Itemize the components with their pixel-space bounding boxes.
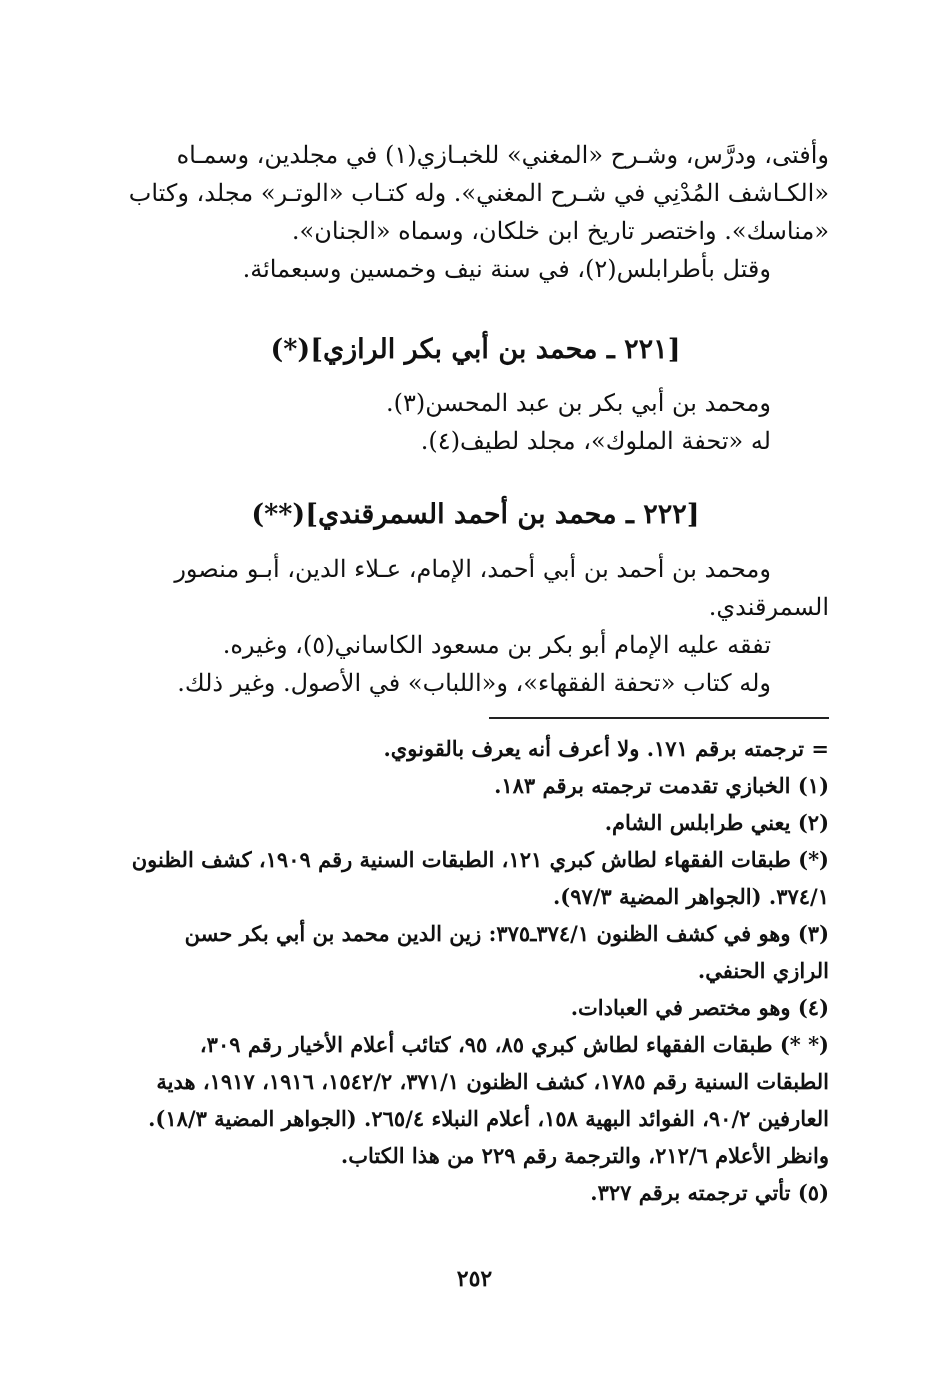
intro-line-3: «مناسك». واختصر تاريخ ابن خلكان، وسماه «الجنان». bbox=[291, 217, 829, 245]
page-number: ٢٥٢ bbox=[456, 1266, 493, 1292]
footnote-divider bbox=[489, 717, 829, 719]
entry-221-body bbox=[122, 384, 829, 460]
footnote-5: (٥) تأتي ترجمته برقم ٣٢٧. bbox=[590, 1180, 829, 1205]
intro-paragraph bbox=[122, 136, 829, 288]
entry-222-line-3: تفقه عليه الإمام أبو بكر بن مسعود الكاساني(٥)، وغيره. bbox=[222, 631, 771, 659]
footnote-3: (٣) وهو في كشف الظنون ٣٧٤/١ـ٣٧٥: زين الدين محمد بن أبي بكر حسن الرازي الحنفي. bbox=[184, 921, 829, 983]
entry-221-heading: [٢٢١ ـ محمد بن أبي بكر الرازي](*) bbox=[270, 334, 681, 365]
entry-222-line-4: وله كتاب «تحفة الفقهاء»، و«اللباب» في الأصول. وغير ذلك. bbox=[177, 669, 771, 697]
entry-222-body bbox=[122, 550, 829, 702]
footnotes-section bbox=[122, 730, 829, 1211]
entry-221-line-2: له «تحفة الملوك»، مجلد لطيف(٤). bbox=[420, 427, 771, 455]
entry-222-line-1: ومحمد بن أحمد بن أبي أحمد، الإمام، عـلاء الدين، أبـو منصور bbox=[174, 555, 771, 583]
footnote-continuation: = ترجمته برقم ١٧١. ولا أعرف أنه يعرف بالقونوي. bbox=[383, 736, 829, 761]
footnote-4: (٤) وهو مختصر في العبادات. bbox=[570, 995, 829, 1020]
entry-222-heading: [٢٢٢ ـ محمد بن أحمد السمرقندي](**) bbox=[251, 499, 700, 530]
entry-221-line-1: ومحمد بن أبي بكر بن عبد المحسن(٣). bbox=[385, 389, 771, 417]
footnote-star-2: (* *) طبقات الفقهاء لطاش كبري ٨٥، ٩٥، كتائب أعلام الأخيار رقم ٣٠٩، الطبقات السنية رقم ١٧٨٥، كشف الظنون ٣٧١/١، ١٥٤٢/٢، ١٩١٦، ١٩١٧، هدية العارفين ٩٠/٢، الفوائد البهية ١٥٨، أعلام النبلاء ٢٦٥/٤. (الجواهر المضية ١٨/٣). وانظر الأعلام ٢١٢/٦، والترجمة رقم ٢٢٩ من هذا الكتاب. bbox=[148, 1032, 829, 1168]
intro-line-4: وقتل بأطرابلس(٢)، في سنة نيف وخمسين وسبعمائة. bbox=[242, 255, 771, 283]
intro-line-2: «الكـاشف المُدْنِي في شـرح المغني». وله كتـاب «الوتـر» مجلد، وكتاب bbox=[128, 179, 829, 207]
intro-line-1: وأفتى، ودرَّس، وشـرح «المغني» للخبـازي(١) في مجلدين، وسمـاه bbox=[176, 141, 829, 169]
footnote-2: (٢) يعني طرابلس الشام. bbox=[604, 810, 829, 835]
footnote-1: (١) الخبازي تقدمت ترجمته برقم ١٨٣. bbox=[494, 773, 829, 798]
entry-222-line-2: السمرقندي. bbox=[708, 593, 829, 621]
footnote-star-1: (*) طبقات الفقهاء لطاش كبري ١٢١، الطبقات السنية رقم ١٩٠٩، كشف الظنون ٣٧٤/١. (الجواهر المضية ٩٧/٣). bbox=[131, 847, 829, 909]
